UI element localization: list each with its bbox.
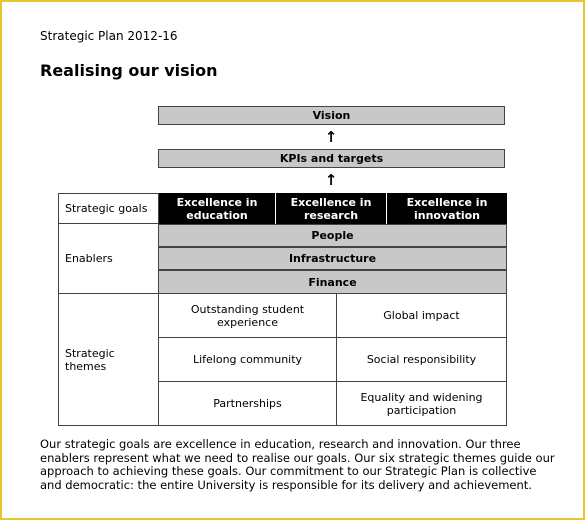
strategy-table [58, 193, 507, 426]
theme-lifelong-community: Lifelong community [158, 337, 337, 382]
goal-innovation: Excellence in innovation [387, 193, 507, 224]
document-header: Strategic Plan 2012-16 [40, 29, 178, 43]
enabler-people: People [158, 224, 507, 247]
summary-paragraph: Our strategic goals are excellence in education, research and innovation. Our three enablers represent what we need to realise our goals. Our six strategic themes guide our approach to achieving these goals. Our commitment to our Strategic Plan is collective and democratic: the entire University is responsible for its delivery and achievement. [40, 437, 555, 492]
strategic-goals-label: Strategic goals [58, 193, 159, 224]
goal-education: Excellence in education [159, 193, 276, 224]
vision-box: Vision [158, 106, 505, 125]
goal-research: Excellence in research [276, 193, 387, 224]
kpis-box: KPIs and targets [158, 149, 505, 168]
enablers-label: Enablers [58, 223, 159, 294]
up-arrow-icon: ↑ [324, 128, 338, 146]
theme-partnerships: Partnerships [158, 381, 337, 426]
enabler-infrastructure: Infrastructure [158, 247, 507, 270]
theme-equality: Equality and widening participation [336, 381, 507, 426]
theme-global-impact: Global impact [336, 293, 507, 338]
strategic-themes-text: Strategic themes [65, 346, 115, 373]
up-arrow-icon: ↑ [324, 171, 338, 189]
enabler-finance: Finance [158, 270, 507, 294]
strategic-themes-label [58, 293, 159, 426]
page-title: Realising our vision [40, 61, 218, 80]
theme-social-responsibility: Social responsibility [336, 337, 507, 382]
theme-student-experience: Outstanding student experience [158, 293, 337, 338]
